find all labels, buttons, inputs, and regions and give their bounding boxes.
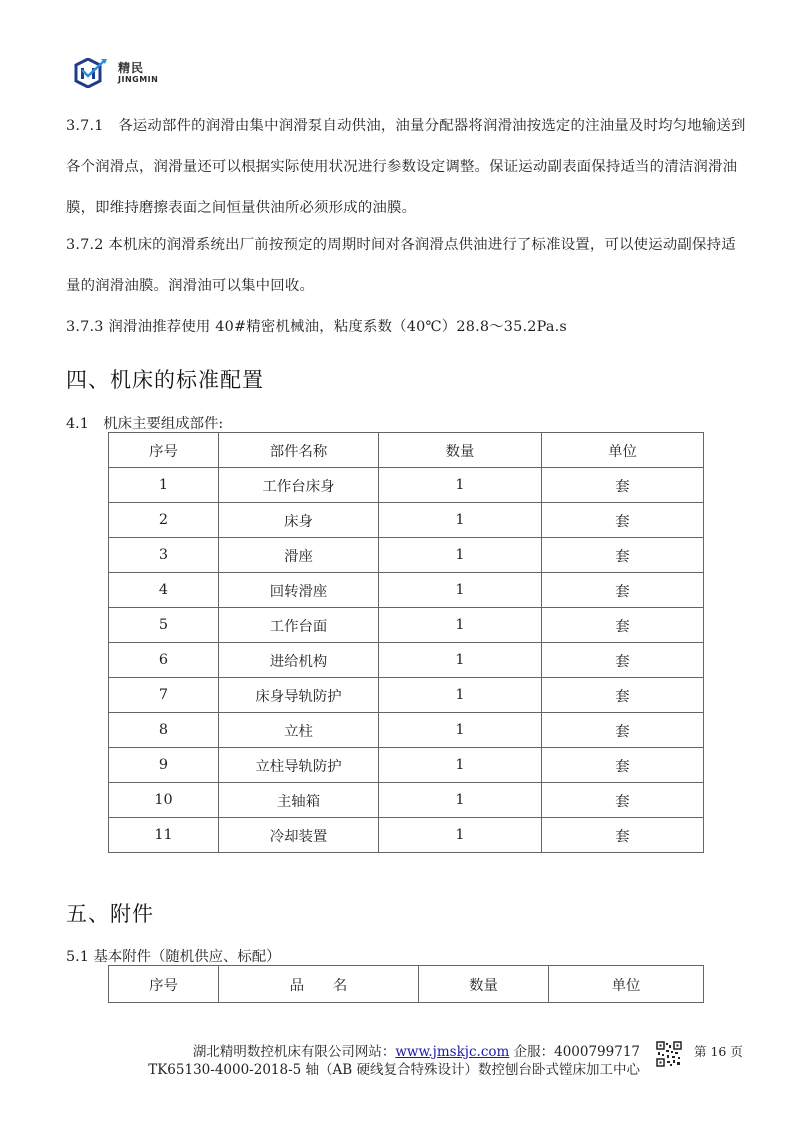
table-row: [109, 503, 704, 538]
quantity-cell: 1: [379, 468, 542, 503]
logo-english-name: JINGMIN: [118, 75, 159, 84]
table-header-row: [109, 433, 704, 468]
header-cell: 单位: [549, 966, 704, 1003]
paragraph-3-7-2: 3.7.2 本机床的润滑系统出厂前按预定的周期时间对各润滑点供油进行了标准设置，可以使运动副保持适量的润滑油膜。润滑油可以集中回收。: [66, 237, 736, 294]
paragraph-3-7-1: 3.7.1 各运动部件的润滑由集中润滑泵自动供油，油量分配器将润滑油按选定的注油量及时均匀地输送到各个润滑点，润滑量还可以根据实际使用状况进行参数设定调整。保证运动副表面保持适当的清洁润滑油膜，即维持磨擦表面之间恒量供油所必须形成的油膜。: [66, 118, 746, 216]
component-name-cell: 工作台面: [219, 608, 379, 643]
table-row: [109, 713, 704, 748]
header-cell: 数量: [419, 966, 549, 1003]
header-cell: 部件名称: [219, 433, 379, 468]
page-number: 第 16 页: [694, 1044, 743, 1059]
row-number-cell: 5: [109, 608, 219, 643]
table-row: [109, 643, 704, 678]
section-5-1-subheading: 5.1 基本附件（随机供应、标配）: [66, 949, 281, 965]
section-4-heading: 四、机床的标准配置: [66, 368, 264, 392]
row-number-cell: 9: [109, 748, 219, 783]
row-number-cell: 2: [109, 503, 219, 538]
component-name-cell: 滑座: [219, 538, 379, 573]
accessories-table: [108, 965, 704, 1003]
header-cell: 品 名: [219, 966, 419, 1003]
component-name-cell: 立柱: [219, 713, 379, 748]
table-row: [109, 538, 704, 573]
page-footer: [100, 1043, 640, 1079]
paragraph-3-7-3: 3.7.3 润滑油推荐使用 40#精密机械油，粘度系数（40℃）28.8～35.2Pa.s: [66, 319, 568, 335]
quantity-cell: 1: [379, 713, 542, 748]
component-name-cell: 进给机构: [219, 643, 379, 678]
logo-chinese-name: 精民: [118, 61, 145, 75]
table-row: [109, 468, 704, 503]
component-name-cell: 回转滑座: [219, 573, 379, 608]
unit-cell: 套: [542, 538, 704, 573]
unit-cell: 套: [542, 468, 704, 503]
footer-line-2: TK65130-4000-2018-5 轴（AB 硬线复合特殊设计）数控刨台卧式镗床加工中心: [148, 1062, 640, 1078]
jingmin-logo-icon: [74, 58, 114, 88]
unit-cell: 套: [542, 818, 704, 853]
table-row: [109, 608, 704, 643]
quantity-cell: 1: [379, 678, 542, 713]
qr-code-icon: [656, 1041, 682, 1067]
unit-cell: 套: [542, 573, 704, 608]
quantity-cell: 1: [379, 818, 542, 853]
row-number-cell: 11: [109, 818, 219, 853]
component-name-cell: 工作台床身: [219, 468, 379, 503]
company-name: 湖北精明数控机床有限公司网站：: [192, 1044, 396, 1060]
service-hotline: 企服：4000799717: [509, 1044, 640, 1060]
quantity-cell: 1: [379, 643, 542, 678]
row-number-cell: 7: [109, 678, 219, 713]
component-name-cell: 床身导轨防护: [219, 678, 379, 713]
table-row: [109, 678, 704, 713]
unit-cell: 套: [542, 678, 704, 713]
table-row: [109, 818, 704, 853]
section-5-heading: 五、附件: [66, 902, 154, 926]
website-link[interactable]: www.jmskjc.com: [395, 1044, 510, 1060]
quantity-cell: 1: [379, 573, 542, 608]
unit-cell: 套: [542, 608, 704, 643]
row-number-cell: 8: [109, 713, 219, 748]
header-cell: 序号: [109, 966, 219, 1003]
components-table: [108, 432, 704, 853]
table-row: [109, 573, 704, 608]
component-name-cell: 床身: [219, 503, 379, 538]
header-cell: 序号: [109, 433, 219, 468]
quantity-cell: 1: [379, 608, 542, 643]
quantity-cell: 1: [379, 538, 542, 573]
table-header-row: [109, 966, 704, 1003]
header-cell: 数量: [379, 433, 542, 468]
header-cell: 单位: [542, 433, 704, 468]
section-4-1-subheading: 4.1 机床主要组成部件:: [66, 416, 224, 432]
footer-line-1: [100, 1043, 640, 1061]
unit-cell: 套: [542, 503, 704, 538]
table-row: [109, 748, 704, 783]
row-number-cell: 4: [109, 573, 219, 608]
unit-cell: 套: [542, 783, 704, 818]
quantity-cell: 1: [379, 503, 542, 538]
row-number-cell: 1: [109, 468, 219, 503]
component-name-cell: 立柱导轨防护: [219, 748, 379, 783]
unit-cell: 套: [542, 713, 704, 748]
row-number-cell: 3: [109, 538, 219, 573]
row-number-cell: 6: [109, 643, 219, 678]
quantity-cell: 1: [379, 783, 542, 818]
unit-cell: 套: [542, 643, 704, 678]
unit-cell: 套: [542, 748, 704, 783]
table-row: [109, 783, 704, 818]
component-name-cell: 主轴箱: [219, 783, 379, 818]
row-number-cell: 10: [109, 783, 219, 818]
component-name-cell: 冷却装置: [219, 818, 379, 853]
quantity-cell: 1: [379, 748, 542, 783]
company-logo: [74, 58, 158, 88]
